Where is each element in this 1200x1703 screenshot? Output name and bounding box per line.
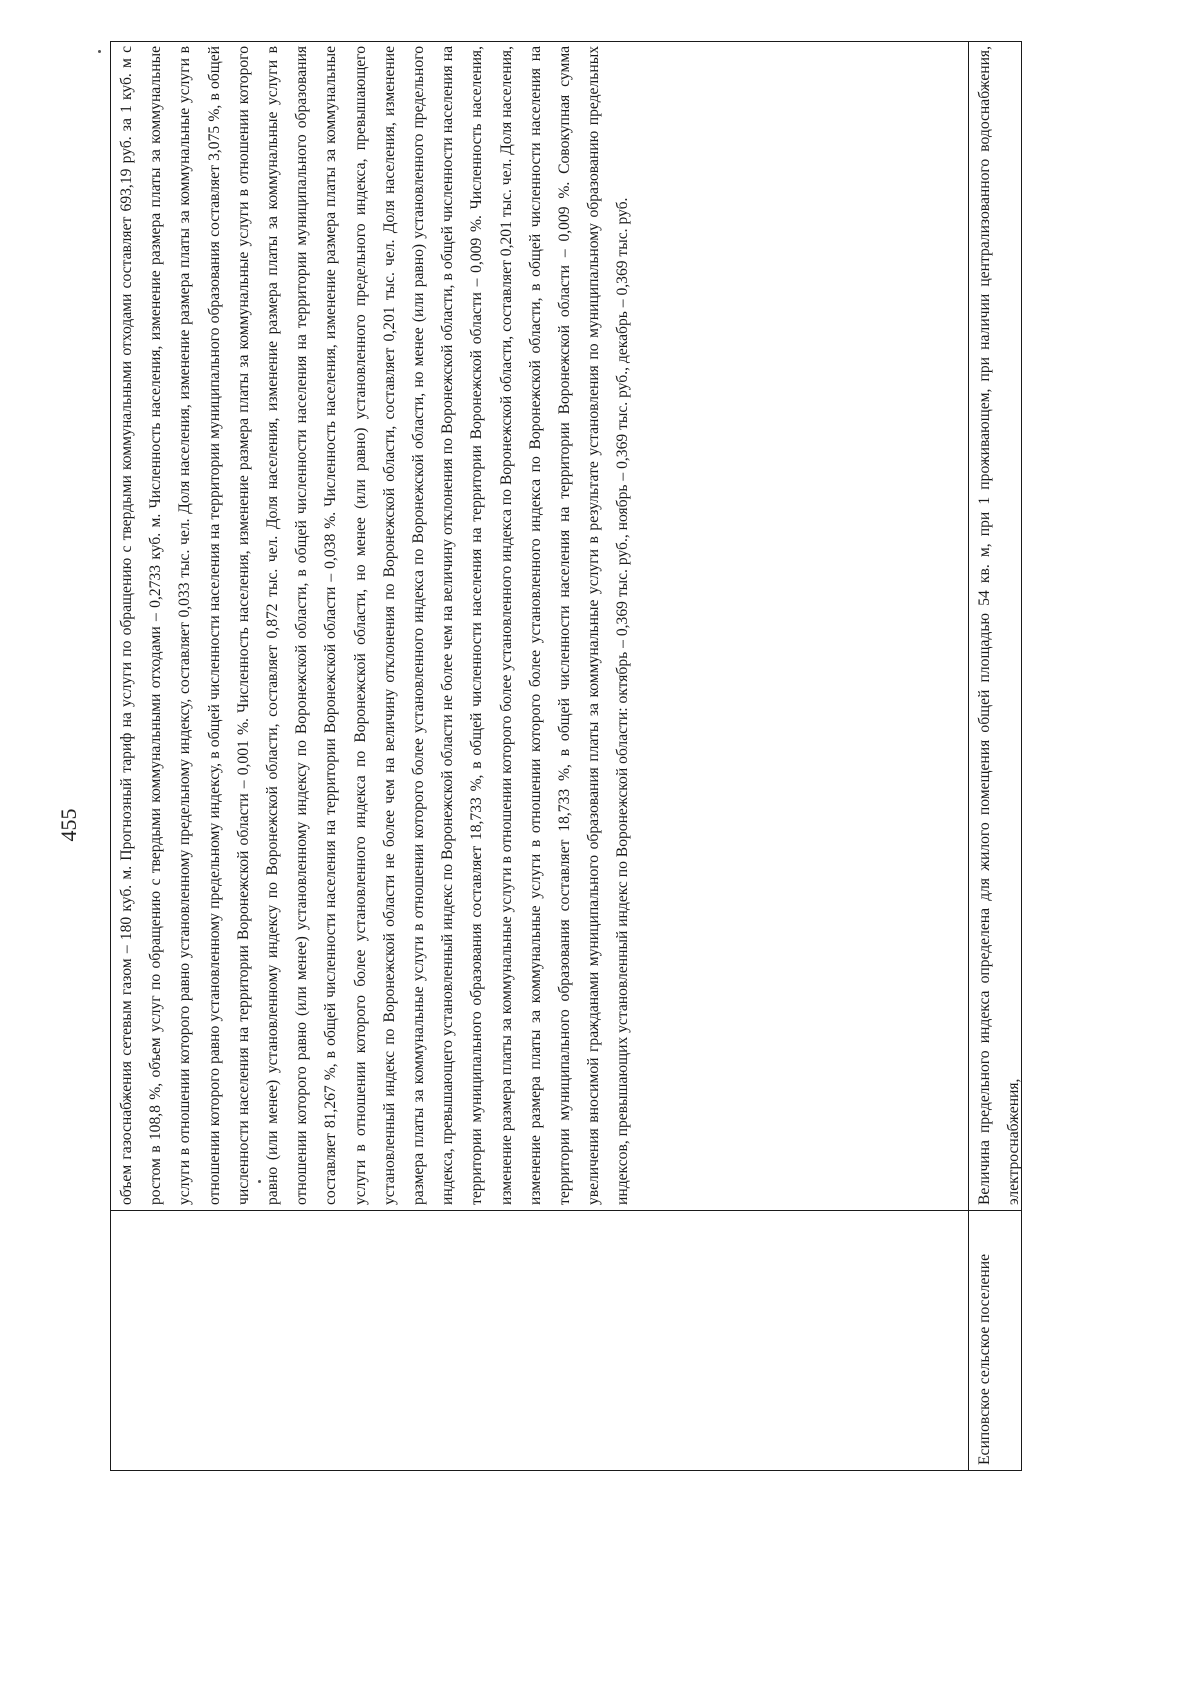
description-cell (969, 42, 1022, 1211)
description-cell (111, 42, 969, 1211)
scan-speck (98, 50, 101, 53)
page-number: 455 (56, 808, 81, 842)
description-text: объем газоснабжения сетевым газом – 180 куб. м. Прогнозный тариф на услуги по обращению с твердыми коммунальными отходами составляет 693,19 руб. за 1 куб. м с ростом в 108,8 %, объем услуг по обращению с твердыми коммунальными отходами – 0,2733 куб. м. Численность населения, изменение размера платы за коммунальные услуги в отношении которого равно установленному предельному индексу, составляет 0,033 тыс. чел. Доля населения, изменение размера платы за коммунальные услуги в отношении которого равно установленному предельному индексу, в общей численности населения на территории муниципального образования составляет 3,075 %, в общей численности населения на территории Воронежской области – 0,001 %. Численность населения, изменение размера платы за коммунальные услуги в отношении которого равно (или менее) установленному индексу по Воронежской области, составляет 0,872 тыс. чел. Доля населения, изменение размера платы за коммунальные услуги в отношении которого равно (или менее) установленному индексу по Воронежской области, в общей численности населения на территории муниципального образования составляет 81,267 %, в общей численности населения на территории Воронежской области – 0,038 %. Численность населения, изменение размера платы за коммунальные услуги в отношении которого более установленного индекса по Воронежской области, но менее (или равно) установленного предельного индекса, превышающего установленный индекс по Воронежской области не более чем на величину отклонения по Воронежской области, составляет 0,201 тыс. чел. Доля населения, изменение размера платы за коммунальные услуги в отношении которого более установленного индекса по Воронежской области, но менее (или равно) установленного предельного индекса, превышающего установленный индекс по Воронежской области не более чем на величину отклонения по Воронежской области, в общей численности населения на территории муниципального образования составляет 18,733 %, в общей численности населения на территории Воронежской области – 0,009 %. Численность населения, изменение размера платы за коммунальные услуги в отношении которого более установленного индекса по Воронежской области, составляет 0,201 тыс. чел. Доля населения, изменение размера платы за коммунальные услуги в отношении которого более установленного индекса по Воронежской области, в общей численности населения на территории муниципального образования составляет 18,733 %, в общей численности населения на территории Воронежской области – 0,009 %. Совокупная сумма увеличения вносимой гражданами муниципального образования платы за коммунальные услуги в результате установления по муниципальному образованию предельных индексов, превышающих установленный индекс по Воронежской области: октябрь – 0,369 тыс. руб., ноябрь – 0,369 тыс. руб., декабрь – 0,369 тыс. руб. (118, 46, 632, 1205)
table-row (111, 42, 969, 1471)
settlement-cell: Есиповское сельское поселение (969, 1211, 1022, 1471)
table-row (969, 42, 1022, 1471)
description-text: Величина предельного индекса определена для жилого помещения общей площадью 54 кв. м, при 1 проживающем, при наличии централизованного водоснабжения, электроснабжения, (976, 46, 1023, 1205)
index-table (110, 41, 1022, 1471)
settlement-cell (111, 1211, 969, 1471)
